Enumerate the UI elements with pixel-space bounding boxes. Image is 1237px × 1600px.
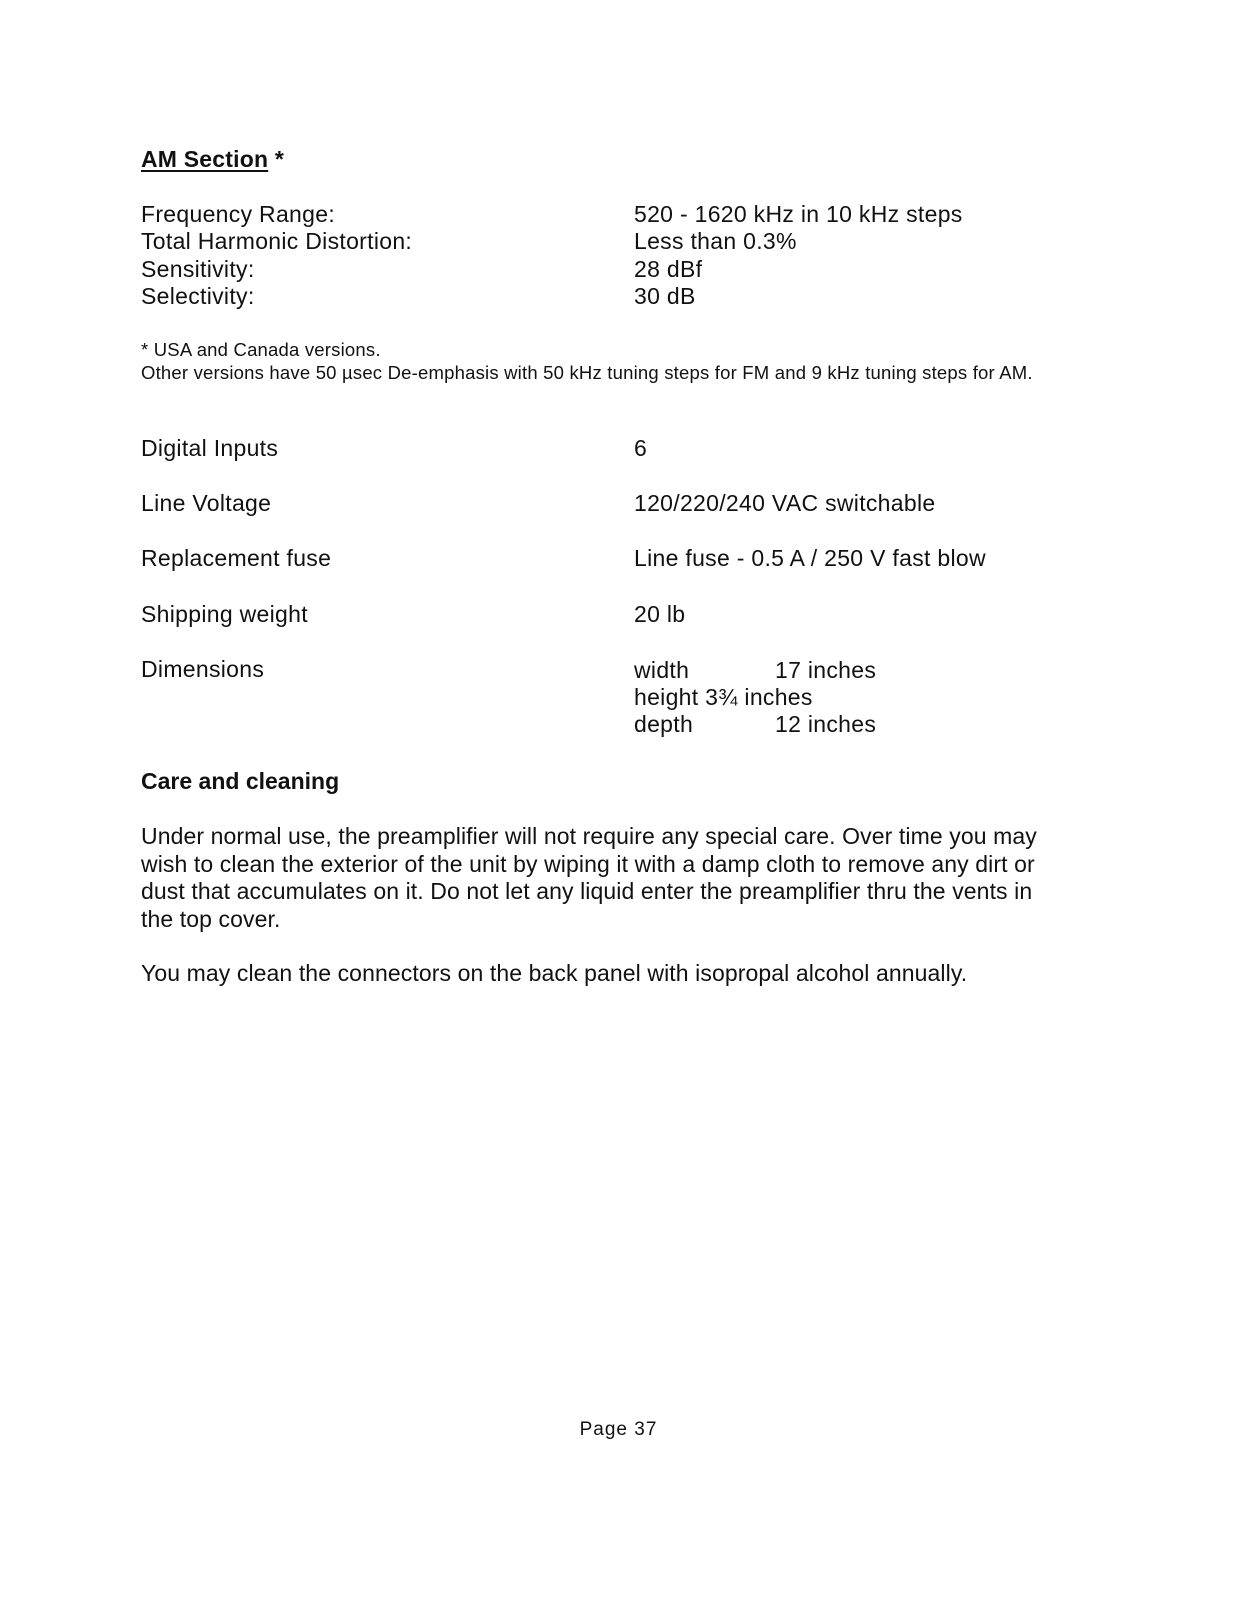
am-section-asterisk: * (274, 146, 284, 172)
spec-value: 520 - 1620 kHz in 10 kHz steps (634, 201, 963, 227)
spec-value: 120/220/240 VAC switchable (634, 490, 936, 516)
dimension-depth-value: 12 inches (775, 711, 877, 737)
spec-label: Dimensions (141, 656, 265, 682)
dimension-width-value: 17 inches (775, 657, 877, 683)
dimension-width-label: width (634, 657, 690, 683)
dimension-width (634, 657, 876, 684)
spec-label: Replacement fuse (141, 545, 332, 571)
dimension-depth-label: depth (634, 711, 694, 737)
spec-label: Sensitivity: (141, 256, 255, 282)
spec-label: Total Harmonic Distortion: (141, 228, 413, 254)
care-heading: Care and cleaning (141, 768, 340, 794)
spec-value: Line fuse - 0.5 A / 250 V fast blow (634, 545, 986, 571)
cleaning-paragraph: You may clean the connectors on the back panel with isopropal alcohol annually. (141, 960, 968, 986)
dimension-height: height 3¾ inches (634, 684, 813, 710)
spec-label: Frequency Range: (141, 201, 336, 227)
page-number: Page 37 (579, 1419, 658, 1440)
dimension-depth (634, 711, 876, 738)
spec-label: Shipping weight (141, 601, 308, 627)
footnote-versions: * USA and Canada versions. (141, 339, 381, 360)
spec-value: 28 dBf (634, 256, 703, 282)
spec-label: Selectivity: (141, 283, 255, 309)
spec-label: Line Voltage (141, 490, 272, 516)
spec-label: Digital Inputs (141, 435, 279, 461)
spec-value: Less than 0.3% (634, 228, 797, 254)
spec-value: 6 (634, 435, 648, 461)
am-section-heading (141, 146, 284, 173)
care-paragraph: Under normal use, the preamplifier will not require any special care. Over time you may wish to clean the exterior of the unit by wiping it with a damp cloth to remove any dirt or dust that accumulates on it. Do not let any liquid enter the preamplifier thru the vents in the top cover. (141, 823, 1037, 932)
spec-value: 30 dB (634, 283, 696, 309)
am-section-title: AM Section (141, 146, 269, 172)
footnote-other-versions: Other versions have 50 µsec De-emphasis with 50 kHz tuning steps for FM and 9 kHz tuning steps for AM. (141, 362, 1033, 383)
spec-value: 20 lb (634, 601, 686, 627)
